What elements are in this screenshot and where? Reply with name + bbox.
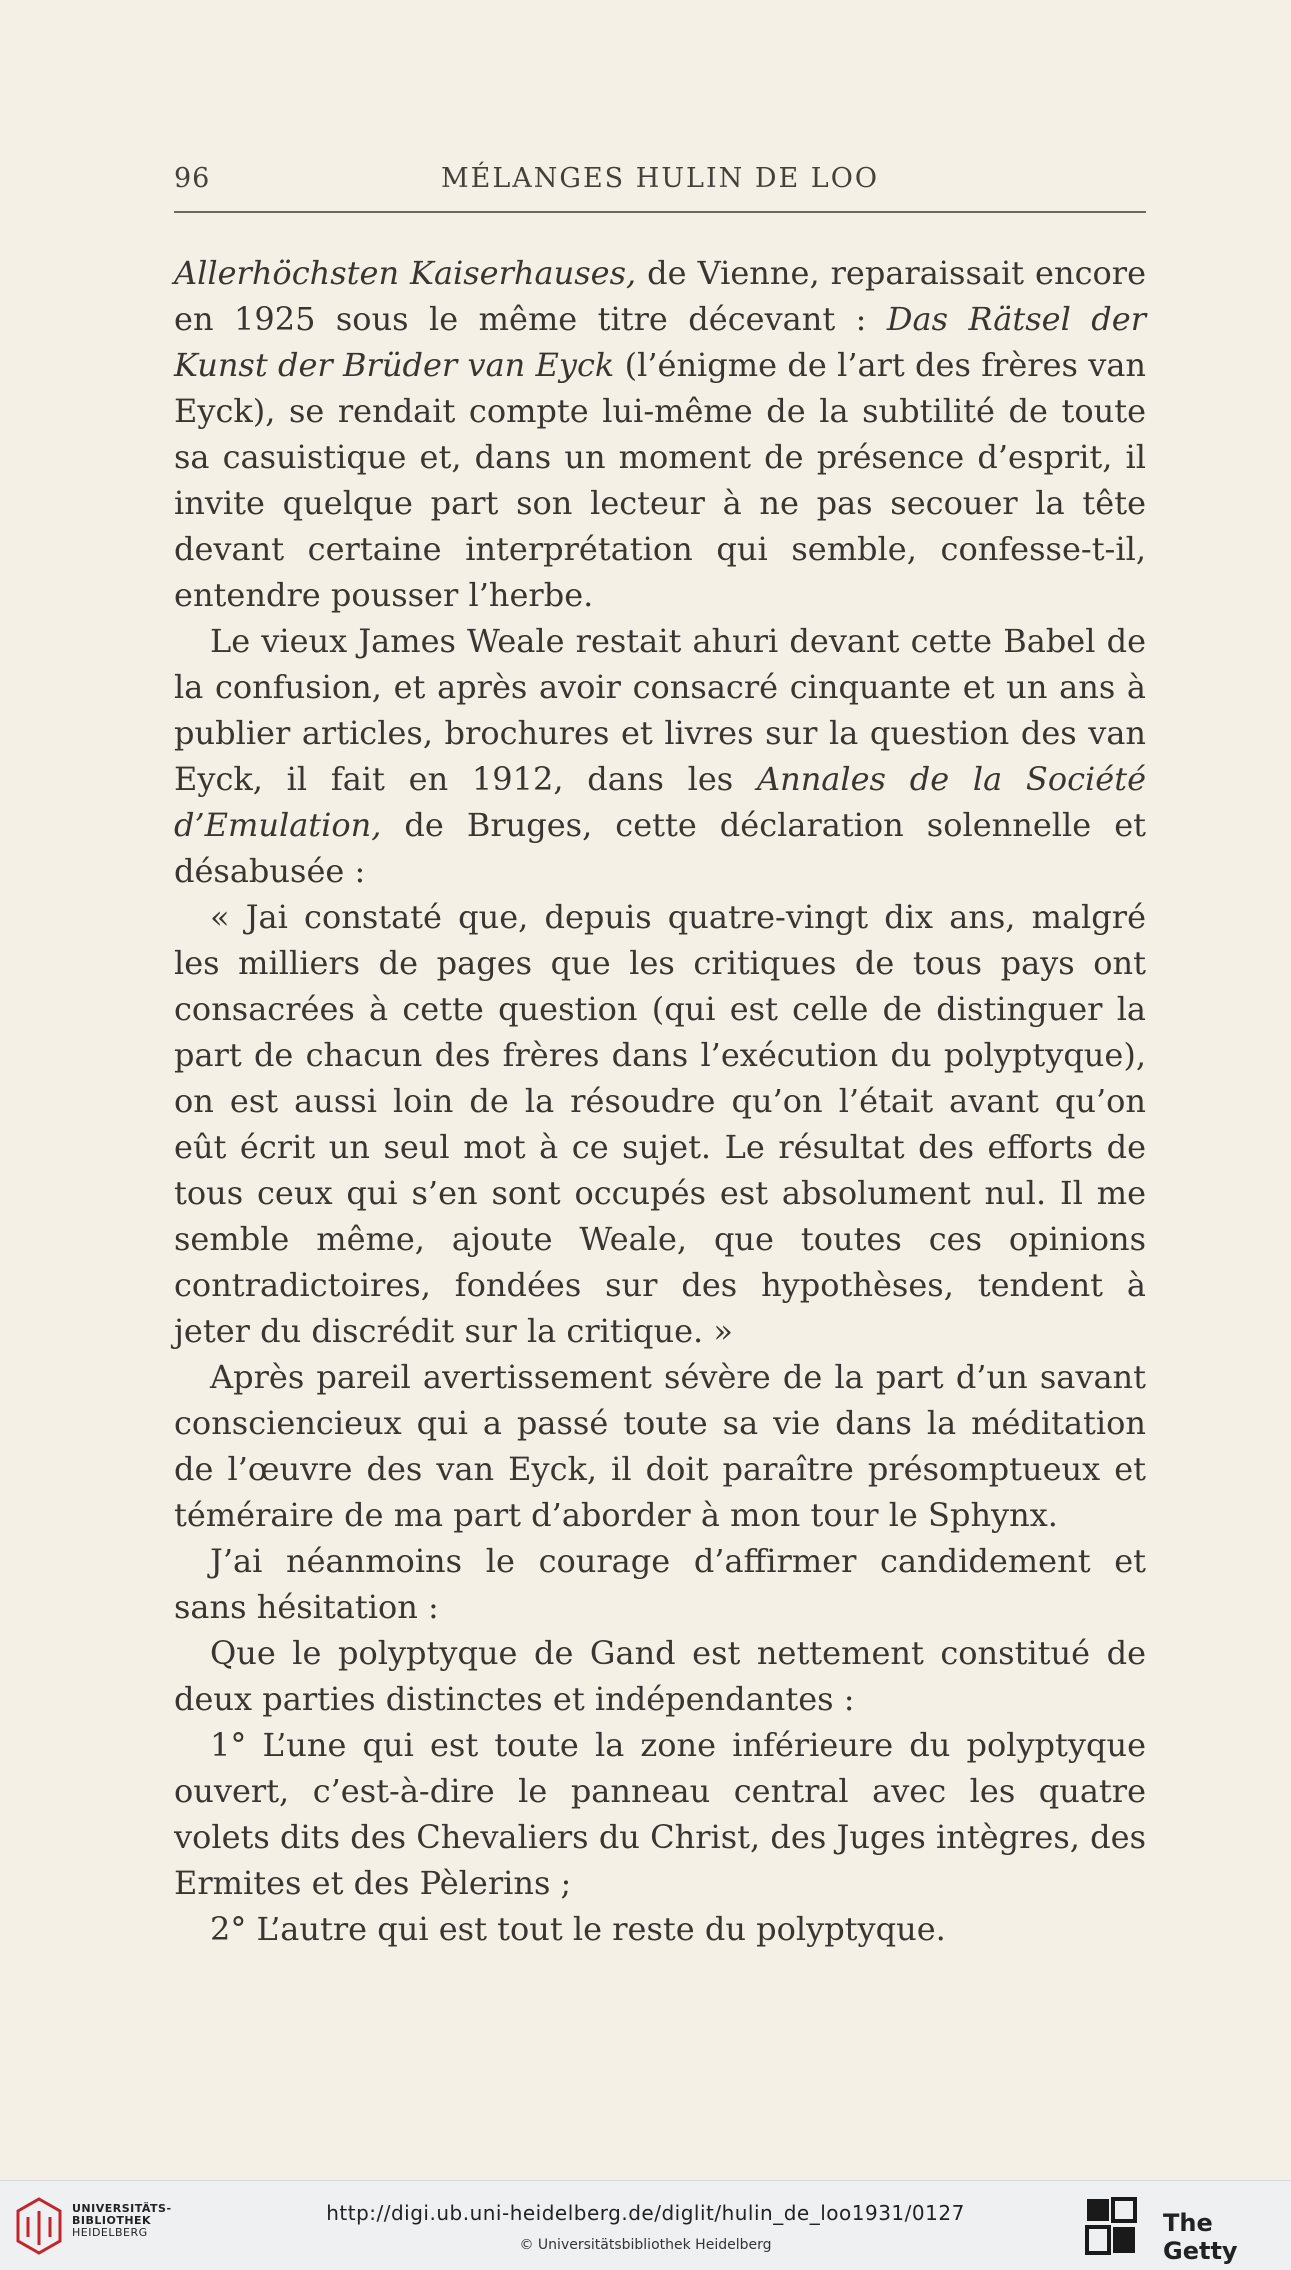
paragraph-5: J’ai néanmoins le courage d’affirmer candidement et sans hésitation : (174, 1542, 1146, 1626)
running-title: MÉLANGES HULIN DE LOO (440, 163, 879, 194)
running-header (174, 163, 1146, 203)
library-name-line-3: HEIDELBERG (72, 2226, 148, 2239)
body-text (174, 250, 1146, 1952)
page-number: 96 (174, 163, 211, 194)
paragraph-2 (174, 618, 1146, 894)
italic-title-2: Das Rätsel der Kunst der Brüder van Eyck (174, 300, 1146, 384)
library-name-line-2: BIBLIOTHEK (72, 2214, 152, 2227)
permalink-url[interactable]: http://digi.ub.uni-heidelberg.de/diglit/hulin_de_loo1931/0127 (326, 2201, 965, 2225)
paragraph-7: 1° L’une qui est toute la zone inférieure du polyptyque ouvert, c’est-à-dire le panneau central avec les quatre volets dits des Chevaliers du Christ, des Juges intègres, des Ermites et des Pèlerins ; (174, 1726, 1146, 1902)
paragraph-3-quote: « Jai constaté que, depuis quatre-vingt dix ans, malgré les milliers de pages que les critiques de tous pays ont consacrées à cette question (qui est celle de distinguer la part de chacun des frères dans l’exécution du polyptyque), on est aussi loin de la résoudre qu’on l’était avant qu’on eût écrit un seul mot à ce sujet. Le résultat des efforts de tous ceux qui s’en sont occupés est absolument nul. Il me semble même, ajoute Weale, que toutes ces opinions contradictoires, fondées sur des hypothèses, tendent à jeter du discrédit sur la critique. » (174, 898, 1146, 1350)
library-name-line-1: UNIVERSITÄTS- (72, 2202, 172, 2215)
getty-partner-name: The Getty (1163, 2209, 1238, 2265)
copyright-notice: © Universitätsbibliothek Heidelberg (519, 2237, 772, 2253)
paragraph-2-text-b: de Bruges, cette déclaration solennelle et désabusée : (174, 806, 1146, 890)
italic-title-1: Allerhöchsten Kaiserhauses, (174, 254, 637, 292)
header-rule (174, 211, 1146, 213)
paragraph-6: Que le polyptyque de Gand est nettement constitué de deux parties distinctes et indépendantes : (174, 1634, 1146, 1718)
viewer-footer (0, 2180, 1291, 2270)
italic-journal-title: Annales de la Société d’Emulation, (174, 760, 1147, 844)
paragraph-4: Après pareil avertissement sévère de la part d’un savant consciencieux qui a passé toute sa vie dans la méditation de l’œuvre des van Eyck, il doit paraître présomptueux et téméraire de ma part d’aborder à mon tour le Sphynx. (174, 1358, 1146, 1534)
paragraph-2-text-a: Le vieux James Weale restait ahuri devant cette Babel de la confusion, et après avoir consacré cinquante et un ans à publier articles, brochures et livres sur la question des van Eyck, il fait en 1912, dans les (174, 622, 1146, 798)
paragraph-1-text-b: (l’énigme de l’art des frères van Eyck), se rendait compte lui-même de la subtilité de toute sa casuistique et, dans un moment de présence d’esprit, il invite quelque part son lecteur à ne pas secouer la tête devant certaine interprétation qui semble, confesse-t-il, entendre pousser l’herbe. (174, 346, 1147, 614)
paragraph-8: 2° L’autre qui est tout le reste du polyptyque. (210, 1910, 946, 1948)
paragraph-1 (174, 250, 1146, 618)
getty-logo-icon (1085, 2195, 1139, 2257)
paragraph-1-text-a: de Vienne, reparaissait encore en 1925 sous le même titre décevant : (174, 254, 1147, 338)
